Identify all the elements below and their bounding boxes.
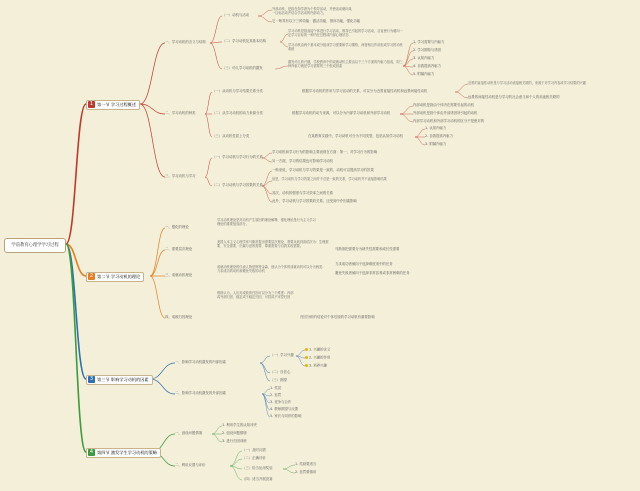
link-s1-c1-leaf [262,153,272,158]
s1-b3[interactable]: （三）从动机性质上分类 [212,134,250,138]
link-s1-c1-leaf [262,158,272,162]
s3-a2[interactable]: （二）自信心 [270,370,291,374]
section-1-title: 第一节 学习过程概述 [97,102,137,107]
link-s1-a1-leaf [258,10,272,16]
link-s4-a-item [212,434,222,442]
s1-c1-text2: 另一方面，学习的结果也可影响学习动机 [272,159,334,163]
s1-a2-text1: 学习动机是指直接个体进行学习活动，维持已引起的学习活动，目直使行为朝向一定学习目标的一种内在过程或内部心理状态 [288,29,403,37]
section-2-title: 第二节 学习动机的理论 [97,274,141,279]
link-s1-a-sub [210,43,222,69]
link-s1-c-sub [205,177,212,186]
section-3-node[interactable] [86,375,153,385]
s1-a3-text1: 激发幼儿的兴趣，学校教育中的成就动机主要由以下三个方面的内驱力组成，即三种内驱力就是学习需要的三个组成因素 [288,60,403,68]
s3-a1-item3: 3. 培养兴趣 [305,364,327,368]
s1-a1-text2: 它一般具有以下三种功能：激活功能，指向功能，强化功能 [272,19,361,23]
bullet-icon [305,364,308,367]
s3-a3[interactable]: （三）期望 [270,378,287,382]
s1-b2[interactable]: （二）从学习动机的动力来源分类 [212,111,263,115]
s2-topic-c[interactable]: 三、成就动机理论 [165,273,193,277]
s1-topic-b[interactable]: 二、学习动机的种类 [165,111,196,115]
link-s3-b-item [262,394,270,410]
s2-d-text: 维纳认为，人们对成败的归因可以分为三个维度：内部或外部归因、稳定或不稳定归因、可控或不可控归因 [217,291,294,299]
link-s3-a-sub [260,356,270,363]
s1-b1-item2: 远景的间接性动机是与学习的社会意义和个人的前途相关联的 [468,95,560,99]
link-s1-b-sub [205,92,212,114]
s1-c2-text3: 其次，动机的强度与学习效率之间的关系 [272,191,334,195]
s1-a2[interactable]: （二）学习动机及其基本结构 [222,39,267,43]
s1-c1[interactable]: （一）学习动机与学习行为的关系 [212,155,263,159]
s4-b-item3: （三）恰当运用奖惩 [242,466,273,470]
link-root-s1 [66,104,86,244]
link-s1-b1-leaf [455,92,468,98]
s1-b3-item3: 3. 附属内驱力 [425,142,447,146]
s1-b1[interactable]: （一）从动机与学习结果关系分类 [212,89,263,93]
link-s1-a1-leaf [258,16,272,22]
s1-c2[interactable]: （二）学习动机与学习效果的关系 [212,183,263,187]
s1-a3-item4: 4. 自我提高内驱力 [413,64,442,68]
link-s3-a1-item [296,350,305,356]
link-s1-topic [140,43,165,104]
s2-c-item2: 避免失败者倾向于选择非常容易或非常困难的任务 [335,271,410,275]
bullet-icon [305,356,308,359]
s1-b2-item2: 外部动机是指个体由外部诱因所引起的动机 [413,111,478,115]
root-node[interactable]: 学前教育心理学学习过程 [4,238,66,253]
s4-b-item2: （二）正确评价 [242,456,266,460]
section-1-node[interactable] [86,100,140,110]
link-s3-b-item [262,389,270,394]
s1-b1-item1: 近景的直接性动机是与学习活动直接相关联的，来源于对学习内容或学习结果的兴趣 [468,81,586,85]
s1-b1-text: 根据学习动机的作用与学习活动的关系，可以分为近景直接性动机和远景间接性动机 [302,89,428,93]
s2-topic-a[interactable]: 一、强化的理论 [165,225,189,229]
s1-b3-item2: 2. 自我提高内驱力 [425,134,454,138]
s4-topic-b[interactable]: 二、利用反馈与评价 [175,463,206,467]
section-4-node[interactable] [86,448,161,458]
s1-a3-item3: 3. 认知内驱力 [413,56,435,60]
s1-c2-text2: 但是，学习动机与学习效果之间并不总是一致的关系，学习动机并不直接影响结果 [272,177,387,181]
section-4-number: 4 [89,449,94,455]
section-4-title: 第四节 激发学生学习动机的策略 [97,450,157,455]
s3-b-item1: 1. 奖赏 [270,386,282,390]
s1-a3[interactable]: （三）幼儿学习动机的激发 [222,66,263,70]
s3-a1-item1: 1. 兴趣的含义 [305,348,330,352]
s1-a3-item1: 1. 学习需要与内驱力 [413,40,445,44]
s2-topic-d[interactable]: 四、成败归因理论 [165,315,193,319]
link-s3-a-sub [260,363,270,381]
section-1-number: 1 [89,101,94,107]
link-s4-a-item [212,426,222,434]
bullet-icon [305,348,308,351]
link-s1-a3-item [403,66,413,75]
s1-topic-a[interactable]: 一、学习动机的含义与结构 [165,40,206,44]
link-s1-topic [140,104,165,114]
s4-topic-a[interactable]: 一、创设问题情境 [175,431,203,435]
s3-b-item2: 2. 惩罚 [270,393,282,397]
link-s2-topic [150,228,165,276]
link-s1-b1-leaf [455,84,468,92]
s4-b3-item2: 2. 惩罚要慎用 [295,470,317,474]
link-s1-b3-item [415,137,425,145]
s1-c2-text1: 一般来说，学习动机与学习效果是一致的，动机可以提高学习的效果 [272,168,374,172]
link-s1-c-sub [205,158,212,177]
link-s2-topic [150,276,165,318]
link-s1-a3-leaf [275,66,288,69]
link-s1-a-sub [210,16,222,43]
link-s4-b-item [230,451,242,466]
s1-b3-text: 在某教育实践中，学习动机可分为不同类型，包括认知学习动机 [308,134,403,138]
s1-topic-c[interactable]: 三、学习动机与学习 [165,174,196,178]
s1-a2-text2: 学习动机由两个基本成分组成学习需要和学习期待，两者相互作用组成学习的动机系统 [288,43,403,51]
link-s4-b3-item [283,469,295,473]
s1-a1[interactable]: （一）动机与活动 [222,13,250,17]
section-2-number: 2 [89,273,94,279]
s1-a1-text1: 外部动机，是指在如学游为个领导活动，并使活动朝向某一目标活动并结合学活动的内部动力。 [272,7,352,15]
s4-a-item2: 2. 创设问题情境 [222,431,247,435]
link-s3-topic [150,379,175,394]
link-s1-a3-item [403,51,413,66]
link-s1-b3-item [415,129,425,137]
s1-b2-item1: 内部动机是指由个体内在需要引起的动机 [413,103,475,107]
s2-topic-b[interactable]: 二、需要层次理论 [165,247,193,251]
link-s1-b2-item [400,106,413,114]
link-s4-b3-item [283,465,295,469]
link-s3-topic [150,363,175,379]
s1-b3-item1: 1. 认知内驱力 [425,126,447,130]
s2-c-item1: 力求成功者倾向于选择难度适中的任务 [335,262,393,266]
s1-a3-item5: 5. 附属内驱力 [413,72,435,76]
s4-a-item1: 1. 利用学生的认知冲突 [222,423,257,427]
link-s1-b2-item [400,114,413,122]
section-3-number: 3 [89,376,94,382]
section-3-title: 第三节 影响学习动机的因素 [97,377,149,382]
s3-b-item4: 4. 教师期望与反馈 [270,407,299,411]
link-s1-b-sub [205,114,212,137]
s2-d-item: 归因分析的结论对个体后续的学习动机有重要影响 [300,315,375,319]
s1-c1-text1: 学习动机和学习行为的影响主要表现在方面：第一，对学习行为的影响 [272,150,378,154]
section-2-node[interactable] [86,272,144,282]
s2-b-item: 马斯洛把需要分为缺失性需要和成长性需要 [335,247,400,251]
link-s3-b-item [262,394,270,417]
link-s1-topic [140,104,165,177]
s4-a-item3: 3. 进行归因训练 [222,439,247,443]
s2-c-text: 成就动机理论的代表人物是阿特金森，他认为个体的成就动机可以分为两类：力求成功的动机和避免失败的动机 [217,265,326,273]
link-s3-a1-item [296,356,305,366]
s1-a3-item2: 2. 学习期待与诱因 [413,48,442,52]
s3-topic-a[interactable]: 一、影响学习动机激发的内部因素 [175,360,226,364]
s3-b-item5: 5. 家长与同伴的影响 [270,414,302,418]
s3-a1[interactable]: （一）学习兴趣 [270,353,294,357]
s4-b-item4: （四）适当开展竞赛 [242,477,273,481]
s1-c2-text4: 此外，学习动机与学习效果的关系，还受到中介因素影响 [272,199,357,203]
link-s4-b-item [230,466,242,480]
s2-a-text: 学习动机理论是对动机产生原因的理论解释，强化理论是行为主义学习理论的重要组成部分。 [217,218,316,226]
link-s1-a2-leaf [280,42,288,47]
s3-a1-item2: 2. 兴趣的作用 [305,356,330,360]
link-s1-c2-leaf [262,186,272,194]
link-s1-a2-leaf [280,34,288,42]
link-s4-b-item [230,459,242,466]
s1-b2-item3: 内部学习动机和外部学习动机的区分不是绝对的 [413,119,485,123]
s2-b-text: 美国人本主义心理学家马斯洛提出需要层次理论，需要从低到高依次为：生理需要、安全需要、归属与爱的需要、尊重需要与自我实现需要。 [217,240,329,248]
link-s1-c2-leaf [262,186,272,202]
s4-b3-item1: 1. 奖励要适当 [295,462,317,466]
s1-b2-text: 根据学习动机的动力来源，可以分为内部学习动机和外部学习动机 [292,111,391,115]
s4-b-item1: （一）及时反馈 [242,448,266,452]
s3-b-item3: 3. 竞争与合作 [270,400,292,404]
s3-topic-b[interactable]: 二、影响学习动机激发的外部因素 [175,391,226,395]
